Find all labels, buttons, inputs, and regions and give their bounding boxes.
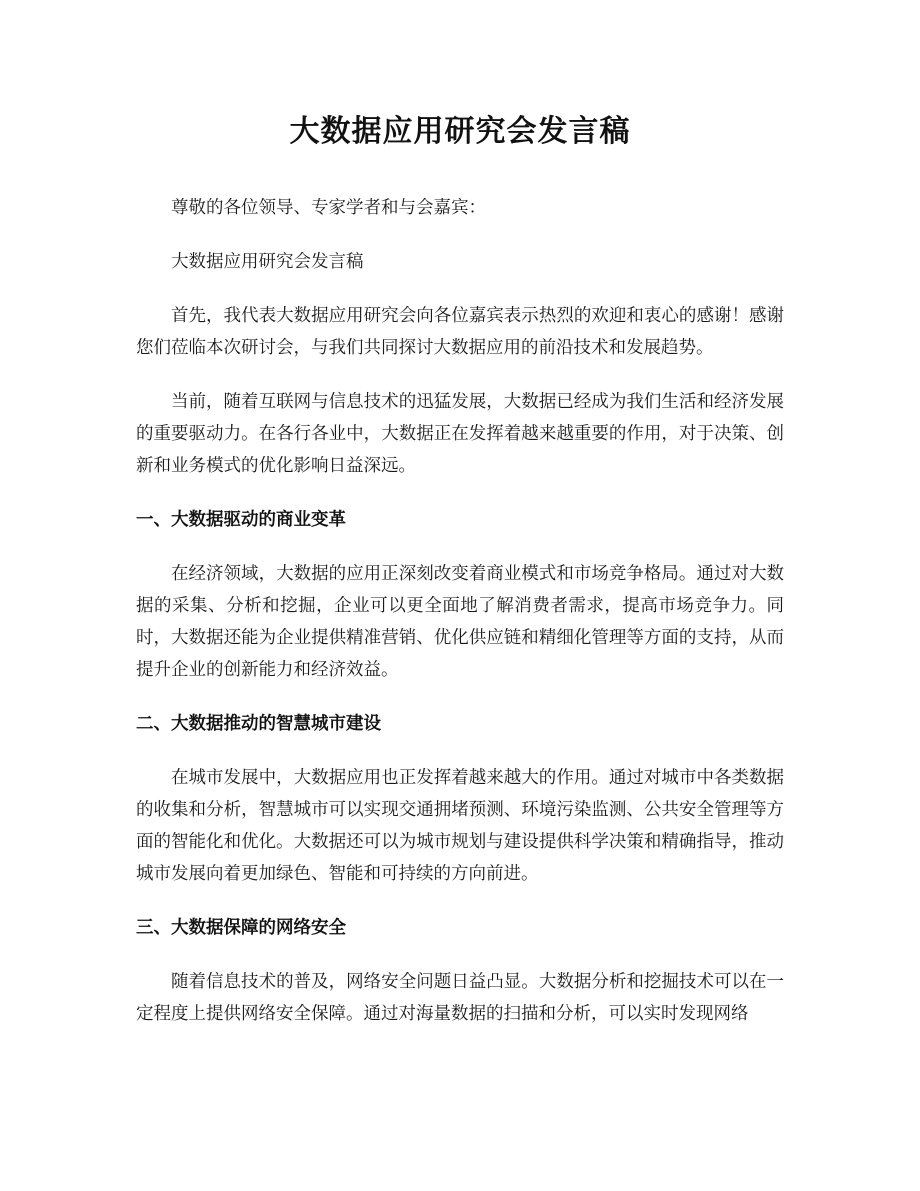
section-paragraph: 在经济领域，大数据的应用正深刻改变着商业模式和市场竞争格局。通过对大数据的采集、分析和挖掘，企业可以更全面地了解消费者需求，提高市场竞争力。同时，大数据还能为企业提供精准营销、优化供应链和精细化管理等方面的支持，从而提升企业的创新能力和经济效益。 bbox=[136, 564, 784, 680]
section-business-transformation bbox=[136, 504, 784, 686]
document-title: 大数据应用研究会发言稿 bbox=[289, 114, 631, 149]
section-heading: 二、大数据推动的智慧城市建设 bbox=[136, 714, 381, 734]
section-paragraph: 随着信息技术的普及，网络安全问题日益凸显。大数据分析和挖掘技术可以在一定程度上提供网络安全保障。通过对海量数据的扫描和分析，可以实时发现网络 bbox=[136, 972, 784, 1024]
subtitle-line: 大数据应用研究会发言稿 bbox=[171, 252, 364, 272]
section-paragraph: 在城市发展中，大数据应用也正发挥着越来越大的作用。通过对城市中各类数据的收集和分析，智慧城市可以实现交通拥堵预测、环境污染监测、公共安全管理等方面的智能化和优化。大数据还可以为城市规划与建设提供科学决策和精确指导，推动城市发展向着更加绿色、智能和可持续的方向前进。 bbox=[136, 768, 784, 884]
section-network-security bbox=[136, 912, 784, 1030]
intro-paragraph-1: 首先，我代表大数据应用研究会向各位嘉宾表示热烈的欢迎和衷心的感谢！感谢您们莅临本次研讨会，与我们共同探讨大数据应用的前沿技术和发展趋势。 bbox=[136, 306, 784, 358]
section-smart-city bbox=[136, 708, 784, 890]
intro-paragraph-2: 当前，随着互联网与信息技术的迅猛发展，大数据已经成为我们生活和经济发展的重要驱动力。在各行各业中，大数据正在发挥着越来越重要的作用，对于决策、创新和业务模式的优化影响日益深远。 bbox=[136, 392, 784, 476]
salutation: 尊敬的各位领导、专家学者和与会嘉宾： bbox=[171, 198, 486, 218]
section-heading: 一、大数据驱动的商业变革 bbox=[136, 510, 346, 530]
section-heading: 三、大数据保障的网络安全 bbox=[136, 918, 346, 938]
